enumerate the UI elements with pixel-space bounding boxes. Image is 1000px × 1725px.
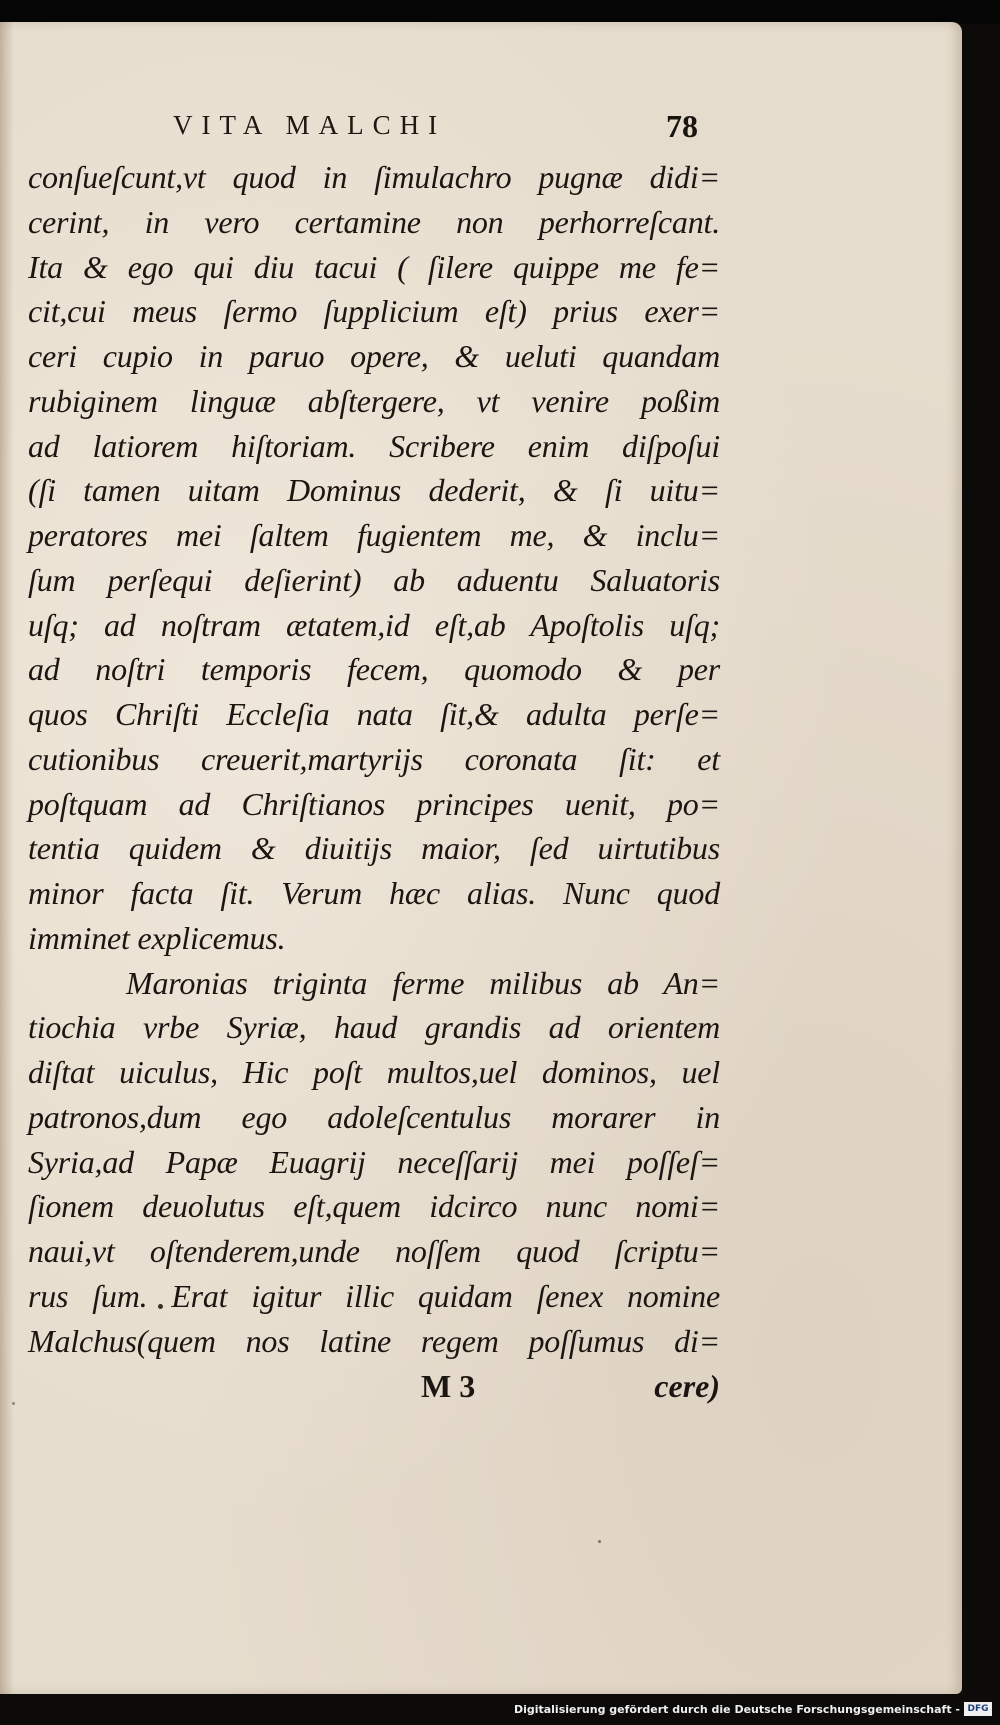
body-text (28, 155, 720, 1363)
text-line: minor facta ſit. Verum hæc alias. Nunc quod (28, 875, 720, 911)
page-footer (28, 1368, 720, 1412)
text-line: conſueſcunt,vt quod in ſimulachro pugnæ didi= (28, 159, 720, 195)
text-line: (ſi tamen uitam Dominus dederit, & ſi uitu= (28, 472, 720, 509)
text-line: cit,cui meus ſermo ſupplicium eſt) prius exer= (28, 293, 720, 330)
text-line: peratores mei ſaltem fugientem me, & inclu= (28, 517, 720, 553)
page-gutter-shadow (0, 22, 14, 1694)
text-line: rus ſum. Erat igitur illic quidam ſenex nomine (28, 1277, 720, 1314)
signature-mark: M 3 (421, 1368, 476, 1404)
text-line: Ita & ego qui diu tacui ( ſilere quippe me fe= (28, 248, 720, 285)
dfg-logo: DFG (964, 1702, 992, 1716)
running-head-title: VITA MALCHI (173, 110, 447, 140)
text-line: tentia quidem & diuitijs maior, ſed uirtutibus (28, 830, 720, 867)
text-line: tiochia vrbe Syriæ, haud grandis ad orientem (28, 1009, 720, 1046)
digitization-credit: Digitalisierung gefördert durch die Deutsche Forschungsgemeinschaft - (513, 1703, 960, 1716)
text-line: ſum perſequi deſierint) ab aduentu Saluatoris (28, 561, 720, 598)
text-line: poſtquam ad Chriſtianos principes uenit, po= (28, 785, 720, 822)
text-line: cerint, in vero certamine non perhorreſcant. (28, 203, 720, 240)
scan-top-border (0, 0, 1000, 24)
paragraph-end-line: imminet explicemus. (28, 919, 286, 956)
text-line: ſionem deuolutus eſt,quem idcirco nunc nomi= (28, 1188, 720, 1225)
text-line: Syria,ad Papæ Euagrij neceſſarij mei poſſeſ= (28, 1143, 720, 1180)
text-line: rubiginem linguæ abſtergere, vt venire poßim (28, 382, 720, 419)
ink-spot (598, 1540, 601, 1543)
text-line: diſtat uiculus, Hic poſt multos,uel dominos, uel (28, 1054, 720, 1090)
ink-spot (12, 1402, 15, 1405)
text-line: Malchus(quem nos latine regem poſſumus di= (28, 1322, 720, 1359)
paragraph-start-line: Maronias triginta ferme milibus ab An= (126, 964, 720, 1001)
text-line: quos Chriſti Eccleſia nata ſit,& adulta perſe= (28, 696, 720, 732)
catchword: cere) (654, 1368, 720, 1404)
running-head (28, 108, 698, 152)
page-number: 78 (666, 108, 698, 144)
text-line: naui,vt oſtenderem,unde noſſem quod ſcriptu= (28, 1233, 720, 1269)
text-line: ceri cupio in paruo opere, & ueluti quandam (28, 338, 720, 374)
text-line: uſq; ad noſtram ætatem,id eſt,ab Apoſtolis uſq; (28, 606, 720, 643)
text-line: patronos,dum ego adoleſcentulus morarer in (28, 1098, 720, 1135)
text-line: cutionibus creuerit,martyrijs coronata ſit: et (28, 740, 720, 777)
text-line: ad latiorem hiſtoriam. Scribere enim diſpoſui (28, 427, 720, 464)
text-line: ad noſtri temporis fecem, quomodo & per (28, 651, 720, 688)
digitization-credit-bar (0, 1694, 1000, 1725)
